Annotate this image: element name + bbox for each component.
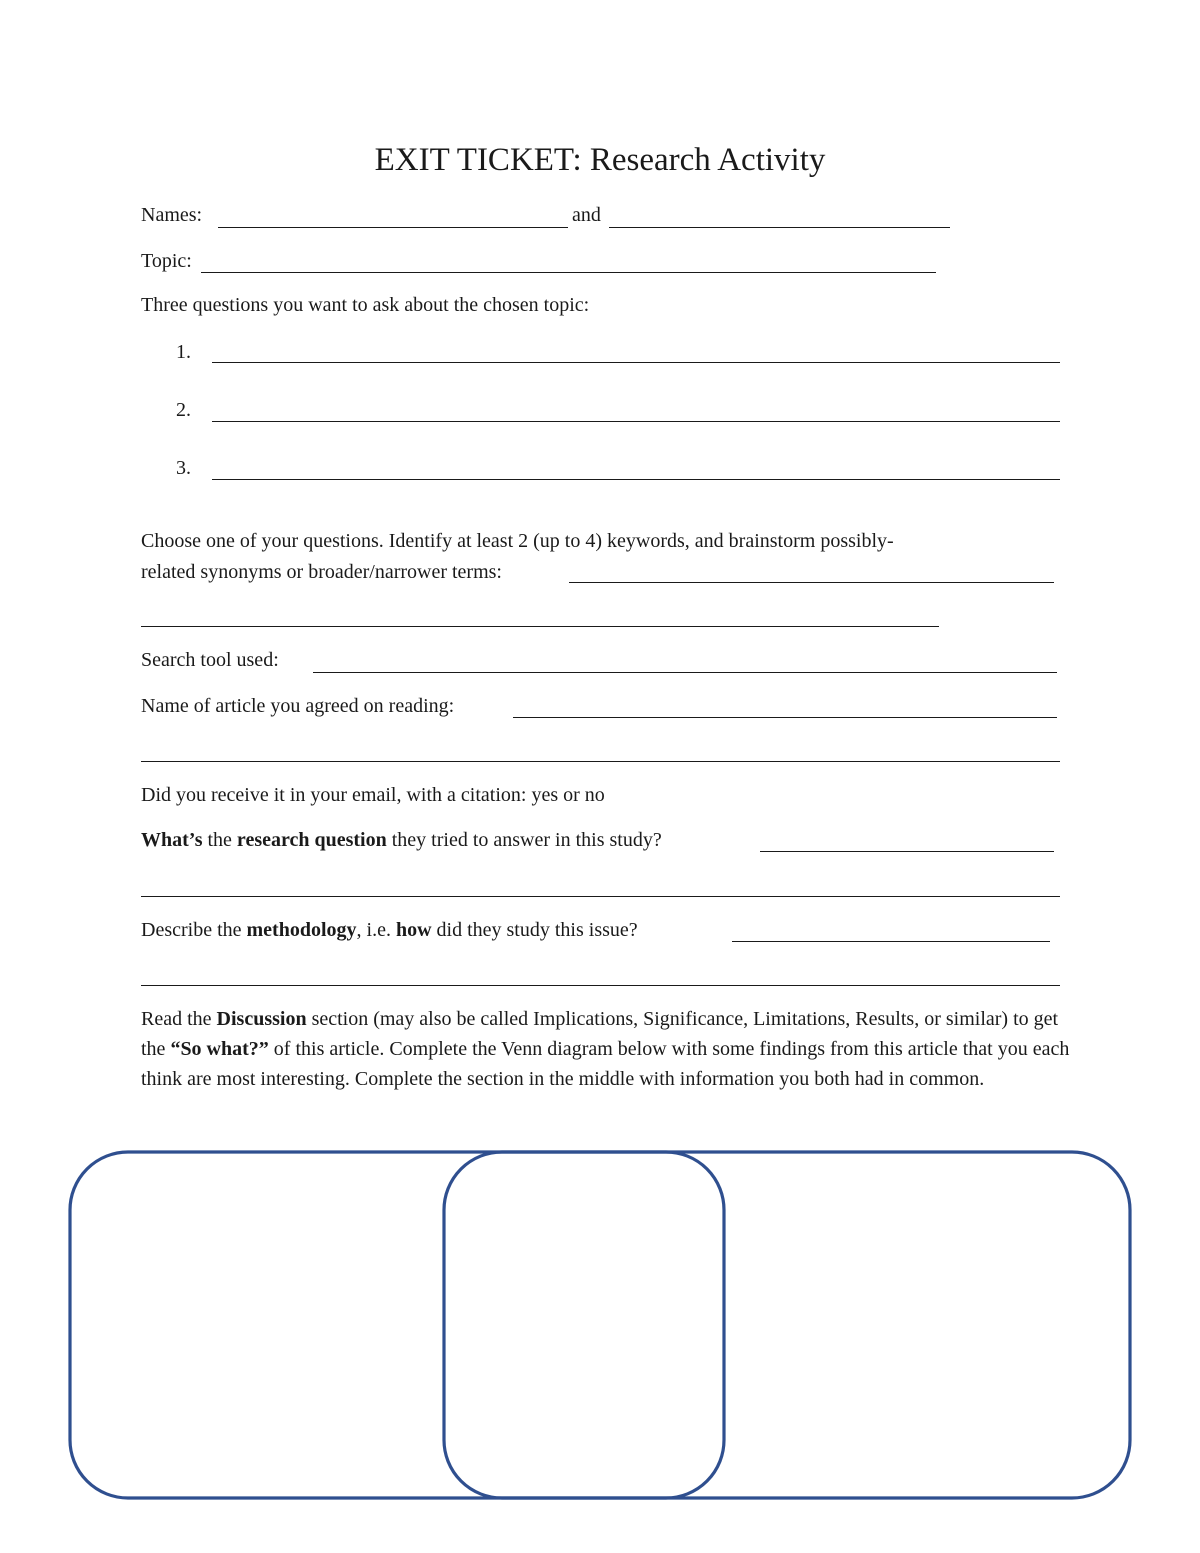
discussion-rest: of this article. Complete the Venn diagram below with some findings from this article that you each think are most interesting. Complete the section in the middle with information you both had in common. [141,1038,1070,1090]
methodology-pre: Describe the [141,919,247,941]
email-question: Did you receive it in your email, with a citation: yes or no [141,784,605,806]
venn-right-box[interactable] [444,1152,1130,1498]
keywords-instruction-line1: Choose one of your questions. Identify at least 2 (up to 4) keywords, and brainstorm possibly- [141,530,894,552]
research-question-bold-term: research question [236,829,387,851]
discussion-pre: Read the [141,1008,217,1030]
question-number-2: 2. [176,399,191,421]
methodology-mid: , i.e. [356,919,396,941]
article-label: Name of article you agreed on reading: [141,695,455,717]
page-title: EXIT TICKET: Research Activity [374,142,826,178]
research-question-rest: they tried to answer in this study? [386,829,662,851]
venn-left-box[interactable] [70,1152,724,1498]
methodology-bold-term: methodology [246,919,357,941]
discussion-bold-term: Discussion [216,1008,307,1030]
question-number-3: 3. [176,457,191,479]
topic-label: Topic: [141,250,192,272]
research-question-mid: the [202,829,237,851]
discussion-bold-sowhat: “So what?” [170,1038,269,1060]
discussion-mid: section (may also be called Implications, Significance, Limitations, Results, or similar) to get the [141,1008,1059,1060]
questions-prompt: Three questions you want to ask about the chosen topic: [141,294,590,316]
names-label: Names: [141,204,203,226]
methodology-bold-how: how [395,919,432,941]
methodology-rest: did they study this issue? [431,919,638,941]
research-question-bold-whats: What’s [141,829,203,851]
keywords-instruction-line2: related synonyms or broader/narrower terms: [141,561,502,583]
question-number-1: 1. [176,341,191,363]
search-tool-label: Search tool used: [141,649,279,671]
names-joiner: and [572,204,601,226]
